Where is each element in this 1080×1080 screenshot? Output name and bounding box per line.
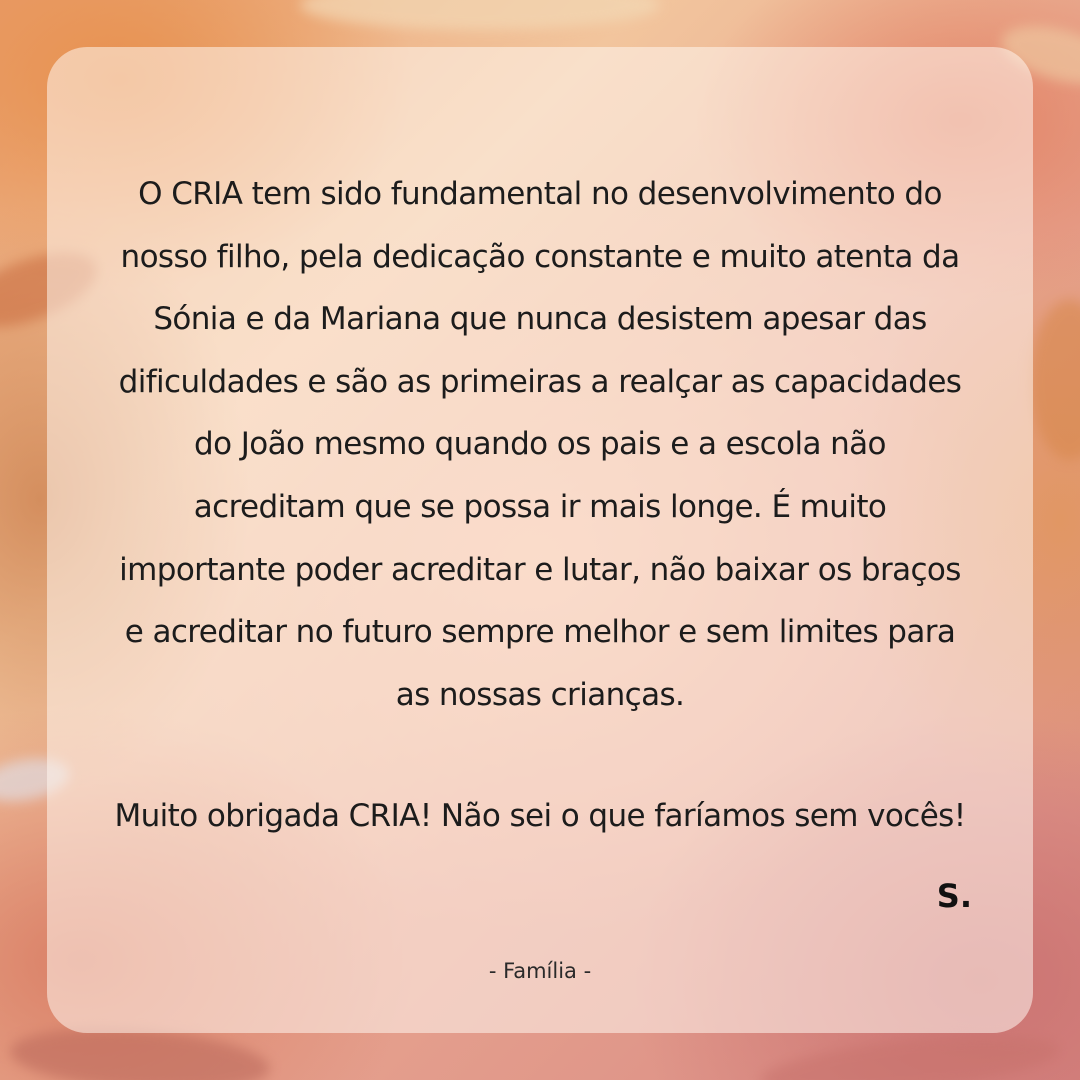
testimonial-line: as nossas crianças. xyxy=(395,676,685,713)
testimonial-line: Sónia e da Mariana que nunca desistem apesar das xyxy=(153,301,927,338)
testimonial-line: nosso filho, pela dedicação constante e muito atenta da xyxy=(120,238,960,275)
author-initial: S. xyxy=(936,877,972,915)
testimonial-line: do João mesmo quando os pais e a escola não xyxy=(194,426,886,463)
paint-texture xyxy=(1030,300,1080,460)
testimonial-line: acreditam que se possa ir mais longe. É muito xyxy=(193,488,887,525)
testimonial-line: e acreditar no futuro sempre melhor e sem limites para xyxy=(124,614,956,651)
testimonial-line: importante poder acreditar e lutar, não baixar os braços xyxy=(119,551,961,588)
paint-texture xyxy=(300,0,660,30)
testimonial-line: O CRIA tem sido fundamental no desenvolvimento do xyxy=(138,176,942,212)
testimonial-source: - Família - xyxy=(488,959,592,983)
testimonial-body xyxy=(60,163,1020,726)
thanks-message: Muito obrigada CRIA! Não sei o que faríamos sem vocês! xyxy=(114,798,966,834)
testimonial-line: dificuldades e são as primeiras a realçar as capacidades xyxy=(118,363,962,400)
